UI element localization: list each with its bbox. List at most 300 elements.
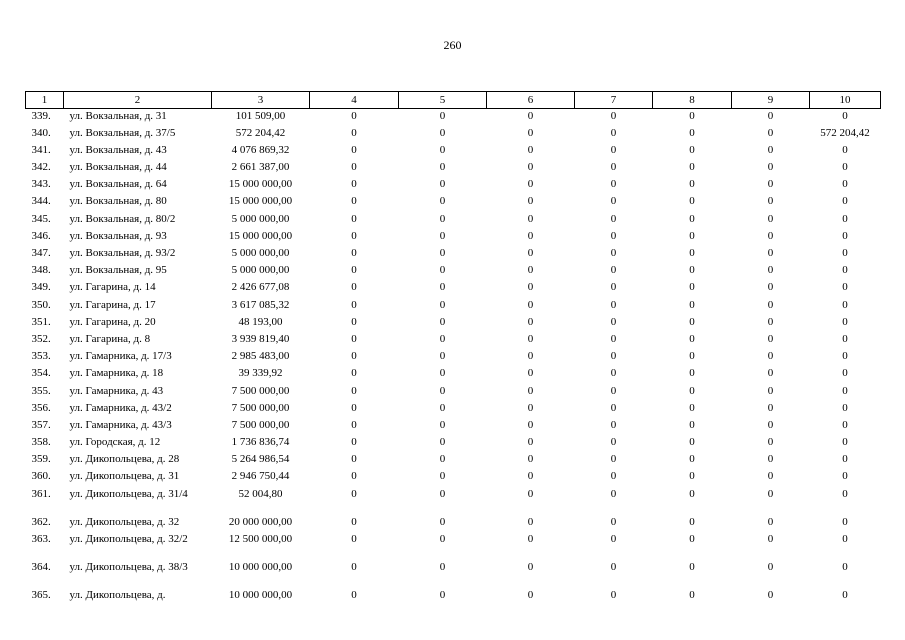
address-cell: ул. Гагарина, д. 14 (69, 281, 156, 294)
value-cell: 0 (689, 298, 695, 311)
value-cell: 0 (842, 588, 848, 601)
value-cell: 0 (527, 401, 534, 414)
amount-cell: 15 000 000,00 (228, 178, 293, 191)
value-cell: 0 (689, 515, 695, 528)
amount-cell: 1 736 836,74 (231, 436, 290, 449)
value-cell: 0 (689, 436, 695, 449)
value-cell: 0 (439, 453, 446, 466)
value-cell: 0 (439, 367, 446, 380)
amount-cell: 2 985 483,00 (231, 350, 290, 363)
value-cell: 0 (439, 161, 446, 174)
value-cell: 0 (689, 560, 695, 573)
value-cell: 0 (842, 178, 848, 191)
row-number: 363. (31, 532, 51, 545)
amount-cell: 20 000 000,00 (228, 515, 293, 528)
value-cell: 0 (439, 281, 446, 294)
column-header: 2 (64, 92, 212, 109)
value-cell: 0 (351, 126, 357, 139)
address-cell: ул. Гагарина, д. 8 (69, 332, 151, 345)
value-cell: 0 (439, 229, 446, 242)
address-cell: ул. Вокзальная, д. 80/2 (69, 212, 176, 225)
value-cell: 0 (527, 161, 534, 174)
value-cell: 0 (610, 298, 617, 311)
value-cell: 0 (439, 588, 446, 601)
value-cell: 0 (610, 532, 617, 545)
value-cell: 0 (610, 110, 617, 122)
row-number: 361. (31, 487, 51, 500)
value-cell: 0 (351, 178, 357, 191)
column-header: 8 (653, 92, 732, 109)
address-cell: ул. Дикопольцева, д. 31/4 (69, 487, 188, 500)
address-cell: ул. Вокзальная, д. 44 (69, 161, 167, 174)
value-cell: 0 (689, 281, 695, 294)
value-cell: 0 (689, 247, 695, 259)
value-cell: 0 (351, 560, 357, 573)
value-cell: 0 (842, 195, 848, 208)
value-cell: 0 (842, 229, 848, 242)
value-cell: 0 (527, 588, 534, 601)
value-cell: 0 (351, 401, 357, 414)
value-cell: 0 (351, 436, 357, 449)
value-cell: 0 (842, 247, 848, 259)
amount-cell: 5 000 000,00 (231, 264, 290, 277)
value-cell: 0 (610, 515, 617, 528)
value-cell: 0 (767, 281, 774, 294)
value-cell: 0 (689, 470, 695, 483)
value-cell: 0 (351, 229, 357, 242)
value-cell: 0 (610, 588, 617, 601)
value-cell: 0 (767, 384, 774, 397)
address-cell: ул. Вокзальная, д. 95 (69, 264, 167, 277)
value-cell: 0 (767, 178, 774, 191)
row-number: 354. (31, 367, 51, 380)
column-header: 9 (732, 92, 810, 109)
value-cell: 0 (842, 367, 848, 380)
amount-cell: 15 000 000,00 (228, 195, 293, 208)
amount-cell: 5 000 000,00 (231, 212, 290, 225)
column-header: 7 (575, 92, 653, 109)
value-cell: 0 (527, 143, 534, 156)
value-cell: 0 (351, 161, 357, 174)
value-cell: 0 (527, 315, 534, 328)
value-cell: 0 (689, 350, 695, 363)
value-cell: 0 (767, 401, 774, 414)
value-cell: 0 (527, 384, 534, 397)
address-cell: ул. Гамарника, д. 43 (69, 384, 164, 397)
address-cell: ул. Гамарника, д. 17/3 (69, 350, 172, 363)
column-header: 10 (810, 92, 881, 109)
table-row (26, 246, 881, 263)
value-cell: 0 (527, 212, 534, 225)
row-number: 348. (31, 264, 51, 277)
value-cell: 0 (610, 436, 617, 449)
table-row (26, 229, 881, 246)
value-cell: 0 (351, 212, 357, 225)
value-cell: 0 (842, 487, 848, 500)
value-cell: 0 (610, 401, 617, 414)
row-number: 364. (31, 560, 51, 573)
value-cell: 0 (439, 247, 446, 259)
value-cell: 0 (351, 247, 357, 259)
row-number: 353. (31, 350, 51, 363)
value-cell: 0 (610, 487, 617, 500)
amount-cell: 12 500 000,00 (228, 532, 293, 545)
value-cell: 0 (351, 588, 357, 601)
table-row (26, 194, 881, 211)
value-cell: 0 (689, 212, 695, 225)
value-cell: 0 (439, 487, 446, 500)
value-cell: 0 (767, 212, 774, 225)
value-cell: 0 (610, 384, 617, 397)
address-cell: ул. Дикопольцева, д. (69, 588, 166, 601)
value-cell: 0 (689, 178, 695, 191)
table-row (26, 160, 881, 177)
amount-cell: 7 500 000,00 (231, 384, 290, 397)
table-row (26, 298, 881, 315)
address-cell: ул. Вокзальная, д. 80 (69, 195, 167, 208)
table-row (26, 109, 881, 126)
row-number: 358. (31, 436, 51, 449)
value-cell: 0 (689, 229, 695, 242)
value-cell: 0 (842, 315, 848, 328)
value-cell: 0 (767, 515, 774, 528)
value-cell: 0 (351, 332, 357, 345)
value-cell: 0 (842, 532, 848, 545)
value-cell: 0 (439, 532, 446, 545)
table-row (26, 452, 881, 469)
value-cell: 0 (439, 315, 446, 328)
value-cell: 0 (439, 418, 446, 431)
value-cell: 0 (610, 161, 617, 174)
value-cell: 0 (351, 487, 357, 500)
value-cell: 0 (527, 350, 534, 363)
value-cell: 0 (767, 229, 774, 242)
value-cell: 0 (689, 143, 695, 156)
value-cell: 0 (842, 110, 848, 122)
address-cell: ул. Гамарника, д. 43/2 (69, 401, 172, 414)
value-cell: 0 (610, 212, 617, 225)
value-cell: 0 (767, 470, 774, 483)
column-header: 3 (212, 92, 310, 109)
address-cell: ул. Городская, д. 12 (69, 436, 161, 449)
column-header: 4 (310, 92, 399, 109)
amount-cell: 101 509,00 (235, 110, 286, 122)
value-cell: 0 (351, 195, 357, 208)
amount-cell: 572 204,42 (235, 126, 286, 139)
table-row (26, 532, 881, 560)
table-row (26, 349, 881, 366)
row-number: 352. (31, 332, 51, 345)
value-cell: 0 (767, 332, 774, 345)
value-cell: 0 (610, 264, 617, 277)
value-cell: 0 (767, 487, 774, 500)
value-cell: 0 (842, 161, 848, 174)
value-cell: 0 (842, 515, 848, 528)
value-cell: 0 (439, 212, 446, 225)
value-cell: 0 (527, 247, 534, 259)
row-number: 357. (31, 418, 51, 431)
value-cell: 0 (351, 298, 357, 311)
row-number: 345. (31, 212, 51, 225)
address-cell: ул. Дикопольцева, д. 28 (69, 453, 180, 466)
amount-cell: 2 426 677,08 (231, 281, 290, 294)
value-cell: 0 (610, 315, 617, 328)
value-cell: 0 (689, 453, 695, 466)
value-cell: 0 (767, 367, 774, 380)
row-number: 362. (31, 515, 51, 528)
value-cell: 0 (767, 110, 774, 122)
value-cell: 0 (527, 110, 534, 122)
amount-cell: 10 000 000,00 (228, 560, 293, 573)
value-cell: 0 (767, 350, 774, 363)
value-cell: 0 (767, 264, 774, 277)
value-cell: 0 (842, 281, 848, 294)
address-cell: ул. Вокзальная, д. 31 (69, 110, 167, 122)
row-number: 341. (31, 143, 51, 156)
amount-cell: 15 000 000,00 (228, 229, 293, 242)
value-cell: 0 (610, 126, 617, 139)
value-cell: 0 (439, 195, 446, 208)
value-cell: 0 (689, 588, 695, 601)
value-cell: 0 (689, 126, 695, 139)
value-cell: 0 (610, 560, 617, 573)
value-cell: 0 (689, 367, 695, 380)
value-cell: 0 (689, 384, 695, 397)
row-number: 359. (31, 453, 51, 466)
table-row (26, 435, 881, 452)
amount-cell: 39 339,92 (238, 367, 283, 380)
value-cell: 0 (842, 384, 848, 397)
address-cell: ул. Вокзальная, д. 93/2 (69, 247, 176, 259)
row-number: 344. (31, 195, 51, 208)
amount-cell: 52 004,80 (238, 487, 283, 500)
row-number: 356. (31, 401, 51, 414)
value-cell: 0 (351, 315, 357, 328)
value-cell: 0 (610, 332, 617, 345)
value-cell: 0 (842, 264, 848, 277)
value-cell: 572 204,42 (820, 126, 870, 139)
value-cell: 0 (439, 264, 446, 277)
value-cell: 0 (767, 143, 774, 156)
table-row (26, 366, 881, 383)
address-cell: ул. Дикопольцева, д. 32/2 (69, 532, 188, 545)
value-cell: 0 (842, 332, 848, 345)
value-cell: 0 (527, 560, 534, 573)
table-header-row (26, 92, 881, 109)
value-cell: 0 (527, 332, 534, 345)
value-cell: 0 (689, 332, 695, 345)
value-cell: 0 (842, 470, 848, 483)
value-cell: 0 (767, 195, 774, 208)
value-cell: 0 (842, 212, 848, 225)
address-cell: ул. Вокзальная, д. 64 (69, 178, 167, 191)
value-cell: 0 (689, 195, 695, 208)
value-cell: 0 (351, 515, 357, 528)
value-cell: 0 (610, 470, 617, 483)
value-cell: 0 (610, 143, 617, 156)
row-number: 342. (31, 161, 51, 174)
value-cell: 0 (767, 126, 774, 139)
address-cell: ул. Гагарина, д. 17 (69, 298, 156, 311)
value-cell: 0 (351, 143, 357, 156)
value-cell: 0 (842, 436, 848, 449)
table-row (26, 469, 881, 486)
value-cell: 0 (767, 161, 774, 174)
row-number: 339. (31, 110, 51, 122)
amount-cell: 3 617 085,32 (231, 298, 290, 311)
column-header: 6 (487, 92, 575, 109)
amount-cell: 5 264 986,54 (231, 453, 290, 466)
table-row (26, 384, 881, 401)
amount-cell: 7 500 000,00 (231, 401, 290, 414)
value-cell: 0 (439, 126, 446, 139)
amount-cell: 7 500 000,00 (231, 418, 290, 431)
value-cell: 0 (351, 453, 357, 466)
page-number: 260 (443, 38, 462, 52)
value-cell: 0 (439, 143, 446, 156)
value-cell: 0 (842, 560, 848, 573)
address-cell: ул. Дикопольцева, д. 32 (69, 515, 180, 528)
value-cell: 0 (689, 401, 695, 414)
value-cell: 0 (527, 229, 534, 242)
value-cell: 0 (439, 560, 446, 573)
value-cell: 0 (610, 247, 617, 259)
value-cell: 0 (351, 264, 357, 277)
address-cell: ул. Гамарника, д. 43/3 (69, 418, 172, 431)
value-cell: 0 (439, 515, 446, 528)
column-header: 5 (399, 92, 487, 109)
value-cell: 0 (527, 418, 534, 431)
value-cell: 0 (527, 453, 534, 466)
value-cell: 0 (351, 532, 357, 545)
value-cell: 0 (610, 453, 617, 466)
address-cell: ул. Дикопольцева, д. 31 (69, 470, 180, 483)
value-cell: 0 (439, 298, 446, 311)
value-cell: 0 (689, 315, 695, 328)
row-number: 340. (31, 126, 51, 139)
table-row (26, 143, 881, 160)
value-cell: 0 (439, 110, 446, 122)
value-cell: 0 (767, 532, 774, 545)
value-cell: 0 (527, 436, 534, 449)
value-cell: 0 (842, 401, 848, 414)
value-cell: 0 (439, 332, 446, 345)
table-row (26, 177, 881, 194)
table-row (26, 315, 881, 332)
address-cell: ул. Вокзальная, д. 93 (69, 229, 167, 242)
value-cell: 0 (689, 532, 695, 545)
value-cell: 0 (689, 110, 695, 122)
value-cell: 0 (842, 143, 848, 156)
data-table (25, 91, 881, 605)
table-row (26, 280, 881, 297)
value-cell: 0 (610, 229, 617, 242)
row-number: 355. (31, 384, 51, 397)
value-cell: 0 (527, 281, 534, 294)
value-cell: 0 (439, 178, 446, 191)
row-number: 365. (31, 588, 51, 601)
value-cell: 0 (439, 436, 446, 449)
row-number: 350. (31, 298, 51, 311)
value-cell: 0 (610, 195, 617, 208)
amount-cell: 48 193,00 (238, 315, 283, 328)
value-cell: 0 (767, 247, 774, 259)
amount-cell: 10 000 000,00 (228, 588, 293, 601)
column-header: 1 (26, 92, 64, 109)
value-cell: 0 (842, 453, 848, 466)
value-cell: 0 (689, 487, 695, 500)
value-cell: 0 (610, 281, 617, 294)
value-cell: 0 (439, 401, 446, 414)
value-cell: 0 (689, 161, 695, 174)
value-cell: 0 (351, 350, 357, 363)
table-row (26, 487, 881, 515)
value-cell: 0 (689, 264, 695, 277)
value-cell: 0 (767, 560, 774, 573)
value-cell: 0 (767, 453, 774, 466)
value-cell: 0 (767, 315, 774, 328)
row-number: 351. (31, 315, 51, 328)
row-number: 347. (31, 247, 51, 259)
value-cell: 0 (767, 588, 774, 601)
value-cell: 0 (351, 384, 357, 397)
amount-cell: 4 076 869,32 (231, 143, 290, 156)
value-cell: 0 (527, 367, 534, 380)
table-row (26, 263, 881, 280)
value-cell: 0 (351, 470, 357, 483)
value-cell: 0 (527, 264, 534, 277)
value-cell: 0 (351, 367, 357, 380)
value-cell: 0 (767, 298, 774, 311)
value-cell: 0 (527, 470, 534, 483)
value-cell: 0 (842, 350, 848, 363)
value-cell: 0 (351, 418, 357, 431)
address-cell: ул. Дикопольцева, д. 38/3 (69, 560, 188, 573)
row-number: 346. (31, 229, 51, 242)
value-cell: 0 (842, 298, 848, 311)
value-cell: 0 (610, 367, 617, 380)
table-row (26, 212, 881, 229)
table-body (26, 109, 881, 606)
address-cell: ул. Вокзальная, д. 43 (69, 143, 167, 156)
value-cell: 0 (767, 418, 774, 431)
amount-cell: 3 939 819,40 (231, 332, 290, 345)
value-cell: 0 (610, 418, 617, 431)
address-cell: ул. Гагарина, д. 20 (69, 315, 156, 328)
value-cell: 0 (351, 281, 357, 294)
value-cell: 0 (767, 436, 774, 449)
value-cell: 0 (527, 195, 534, 208)
table-row (26, 126, 881, 143)
value-cell: 0 (689, 418, 695, 431)
value-cell: 0 (842, 418, 848, 431)
value-cell: 0 (439, 470, 446, 483)
value-cell: 0 (610, 178, 617, 191)
value-cell: 0 (527, 487, 534, 500)
address-cell: ул. Вокзальная, д. 37/5 (69, 126, 176, 139)
value-cell: 0 (527, 178, 534, 191)
value-cell: 0 (527, 532, 534, 545)
amount-cell: 5 000 000,00 (231, 247, 290, 259)
amount-cell: 2 661 387,00 (231, 161, 290, 174)
row-number: 343. (31, 178, 51, 191)
table-row (26, 418, 881, 435)
table-row (26, 401, 881, 418)
value-cell: 0 (527, 298, 534, 311)
table-row (26, 560, 881, 588)
row-number: 360. (31, 470, 51, 483)
value-cell: 0 (439, 350, 446, 363)
